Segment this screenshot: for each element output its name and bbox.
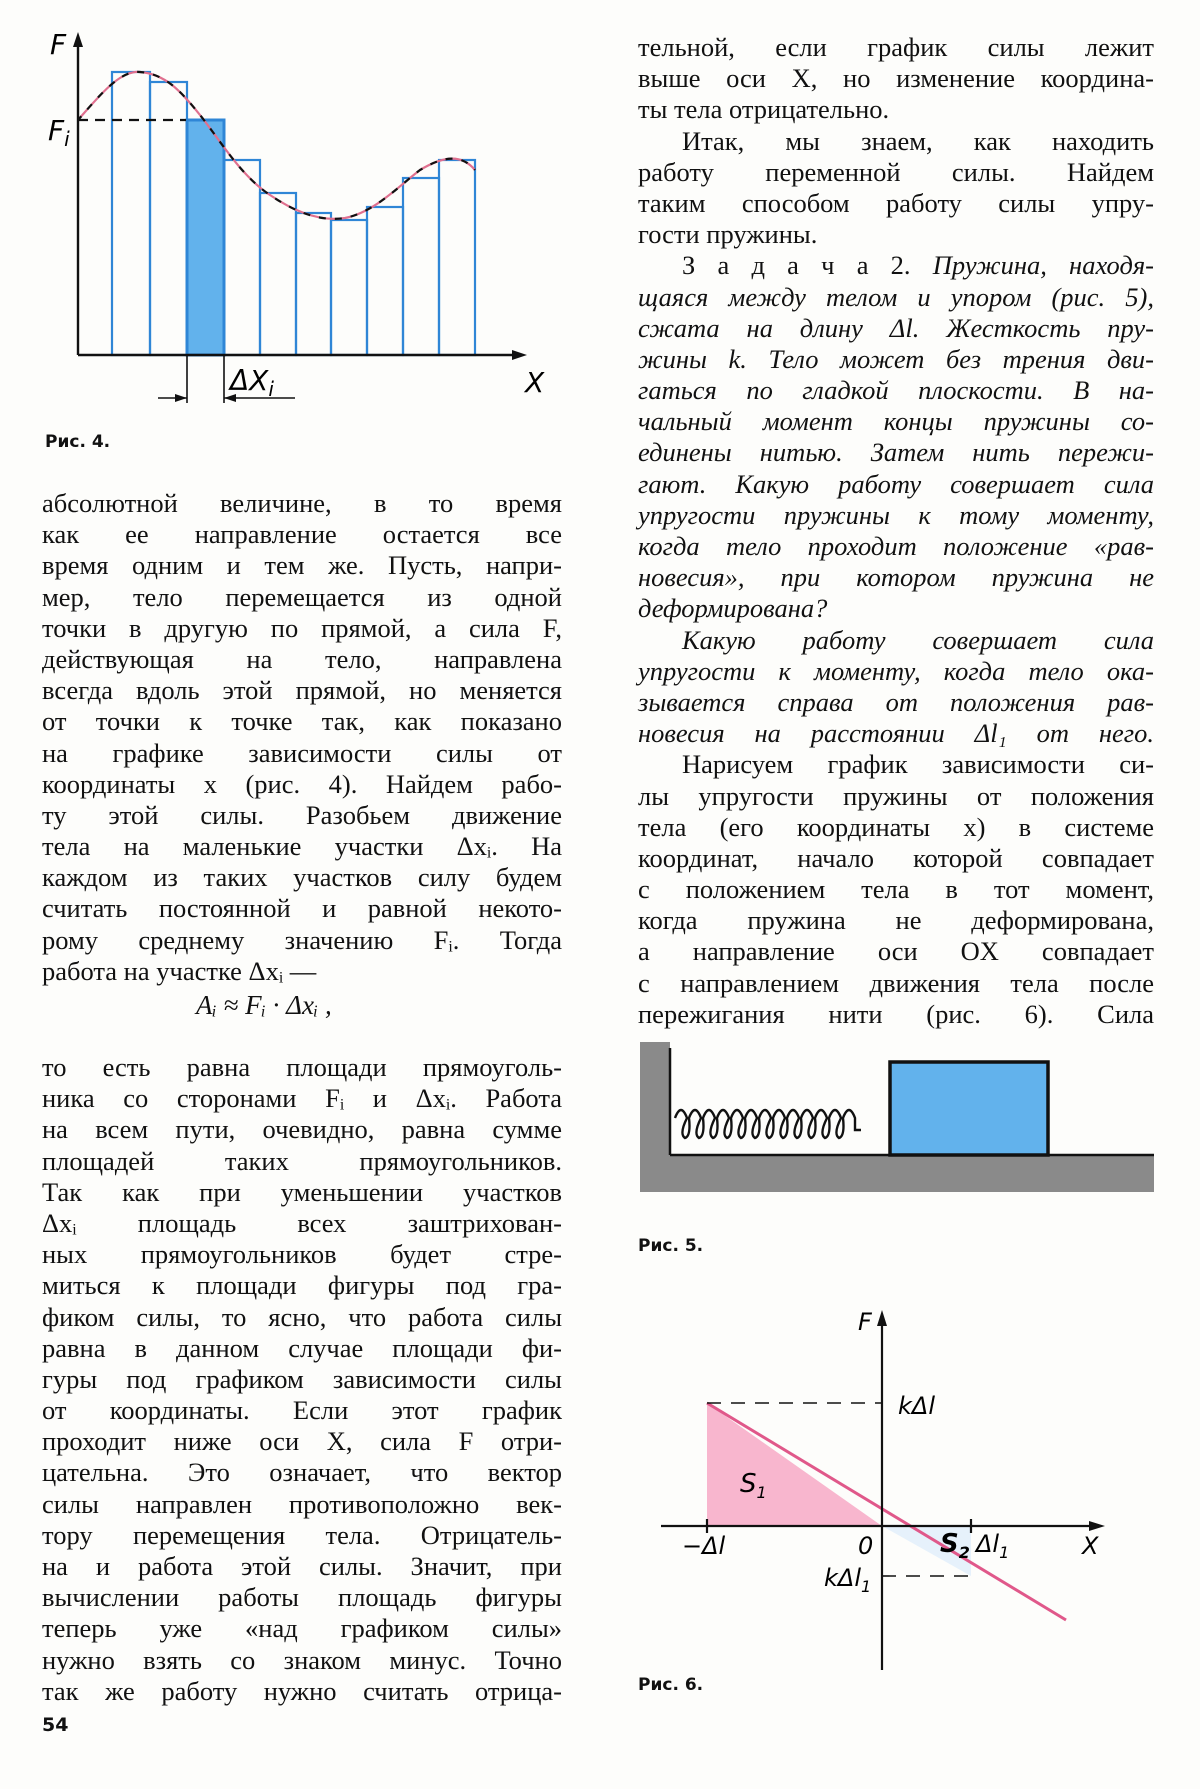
text-line: а направление оси OX совпадает: [638, 936, 1154, 967]
text-line: так же работу нужно считать отрица-: [42, 1675, 562, 1706]
fig4-y-label: F: [50, 28, 67, 61]
page-number: 54: [42, 1714, 69, 1736]
text-line: когда тело проходит положение «рав-: [638, 531, 1154, 561]
text-line: сжата на длину Δl. Жесткость пру-: [638, 312, 1154, 343]
text-line: ных прямоугольников будет стре-: [42, 1239, 562, 1270]
text-line: миться к площади фигуры под гра-: [42, 1270, 562, 1301]
text-line: пережигания нити (рис. 6). Сила: [638, 998, 1154, 1029]
fig4-curve-dashes: [78, 72, 475, 219]
floor: [640, 1155, 1154, 1192]
text-line: ту этой силы. Разобьем движение: [42, 799, 562, 830]
block-body: [890, 1062, 1048, 1155]
figure-5-spring-diagram: [640, 1040, 1200, 1200]
text-line: упругости пружины к тому моменту,: [638, 499, 1154, 530]
fig4-bar: [403, 178, 439, 355]
spring-icon: [675, 1110, 861, 1138]
text-line: гуры под графиком зависимости силы: [42, 1363, 562, 1394]
text-line: площадей таких прямоугольников.: [42, 1145, 562, 1176]
text-line: действующая на тело, направлена: [42, 643, 562, 674]
text-line: гаться по гладкой плоскости. В на-: [638, 375, 1154, 406]
fig4-dx-label: $\Delta X_i$: [230, 364, 274, 401]
fig4-caption: Рис. 4.: [45, 432, 111, 452]
text-line: теперь уже «над графиком силы»: [42, 1613, 562, 1644]
fig4-bars: [112, 72, 475, 355]
text-line: новесия на расстоянии Δl₁ от него.: [638, 718, 1154, 749]
text-line: равна в данном случае площади фи-: [42, 1332, 562, 1363]
text-line: чальный момент концы пружины со-: [638, 406, 1154, 437]
text-line: мер, тело перемещается из одной: [42, 581, 562, 612]
text-line: вычислении работы площадь фигуры: [42, 1582, 562, 1613]
fig4-bar: [296, 213, 331, 355]
text-line: тела (его координаты x) в системе: [638, 811, 1154, 842]
fig6-s1-label: $S_1$: [740, 1469, 767, 1502]
text-line: гают. Какую работу совершает сила: [638, 468, 1154, 499]
text-line: работа на участке Δxᵢ —: [42, 955, 317, 986]
text-line: точки в другую по прямой, а сила F,: [42, 612, 562, 643]
text-line: считать постоянной и равной некото-: [42, 893, 562, 924]
text-line: рому среднему значению Fᵢ. Тогда: [42, 924, 562, 955]
fig6-zero-label: 0: [858, 1532, 874, 1560]
text-line: тору перемещения тела. Отрицатель-: [42, 1519, 562, 1550]
text-line: координат, начало которой совпадает: [638, 842, 1154, 873]
text-line: всегда вдоль этой прямой, но меняется: [42, 675, 562, 706]
text-line: тела на маленькие участки Δxᵢ. На: [42, 831, 562, 862]
text-line: единены нитью. Затем нить пережи-: [638, 437, 1154, 468]
text-line: проходит ниже оси X, сила F отри-: [42, 1426, 562, 1457]
text-line: Так как при уменьшении участков: [42, 1176, 562, 1207]
text-line: цательна. Это означает, что вектор: [42, 1457, 562, 1488]
fig6-dl1-label: $\Delta l_1$: [976, 1530, 1010, 1562]
task-heading-line: [638, 250, 1154, 281]
text-line: как ее направление остается все: [42, 519, 562, 550]
fig6-kdl1-label: kΔl$_1$: [824, 1564, 872, 1596]
text-line: абсолютной величине, в то время: [42, 488, 562, 518]
fig4-bar: [112, 72, 150, 355]
task-heading: З а д а ч а 2.: [682, 250, 911, 281]
text-line: Пружина, находя-: [932, 250, 1155, 281]
fig6-y-label: F: [858, 1308, 872, 1336]
text-line: силы направлен противоположно век-: [42, 1488, 562, 1519]
left-column-text-b: [42, 1052, 562, 1707]
fig4-bar: [150, 82, 187, 355]
text-line: то есть равна площади прямоуголь-: [42, 1052, 562, 1082]
text-line: ника со сторонами Fᵢ и Δxᵢ. Работа: [42, 1083, 562, 1114]
fig4-bar: [331, 220, 367, 355]
text-line: таким способом работу силы упру-: [638, 187, 1154, 218]
text-line: когда пружина не деформирована,: [638, 905, 1154, 936]
text-line: Δxᵢ площадь всех заштрихован-: [42, 1207, 562, 1238]
text-line: на всем пути, очевидно, равна сумме: [42, 1114, 562, 1145]
fig6-kdl-label: kΔl: [898, 1392, 935, 1420]
text-line: от точки к точке так, как показано: [42, 706, 562, 737]
text-line: тельной, если график силы лежит: [638, 32, 1154, 62]
fig4-bar: [439, 160, 475, 355]
text-line: новесия», при котором пружина не: [638, 562, 1154, 593]
text-line: координаты x (рис. 4). Найдем рабо-: [42, 768, 562, 799]
right-column-text-a: [638, 32, 1154, 1030]
fig4-fi-label: $F_i$: [48, 114, 70, 151]
work-formula: Aᵢ ≈ Fᵢ · Δxᵢ ,: [196, 990, 332, 1020]
left-column-text-a: [42, 488, 562, 987]
text-line: Какую работу совершает сила: [682, 624, 1154, 655]
fig4-bar: [260, 193, 296, 355]
fig6-caption: Рис. 6.: [638, 1675, 704, 1695]
fig4-bar-highlighted: [187, 120, 224, 355]
text-line: выше оси X, но изменение координа-: [638, 63, 1154, 94]
figure-4-chart: [0, 0, 560, 420]
text-line: лы упругости пружины от положения: [638, 780, 1154, 811]
figure-6-chart: [620, 1290, 1180, 1690]
text-line: на графике зависимости силы от: [42, 737, 562, 768]
text-line: зывается справа от положения рав-: [638, 686, 1154, 717]
fig5-caption: Рис. 5.: [638, 1236, 704, 1256]
fig6-minus-dl-label: −Δl: [682, 1532, 726, 1560]
text-line: гости пружины.: [638, 219, 818, 250]
area-s1: [707, 1403, 882, 1526]
text-line: с положением тела в тот момент,: [638, 874, 1154, 905]
fig4-bar: [224, 160, 260, 355]
text-line: щаяся между телом и упором (рис. 5),: [638, 281, 1154, 312]
fig6-s2-label: $S_2$: [940, 1529, 970, 1562]
fig6-x-label: X: [1082, 1532, 1099, 1560]
text-line: деформирована?: [638, 593, 828, 624]
fig4-axes: [73, 32, 527, 403]
text-line: от координаты. Если этот график: [42, 1395, 562, 1426]
fig4-bar: [367, 207, 403, 355]
text-line: фиком силы, то ясно, что работа силы: [42, 1301, 562, 1332]
text-line: работу переменной силы. Найдем: [638, 156, 1154, 187]
text-line: каждом из таких участков силу будем: [42, 862, 562, 893]
text-line: на и работа этой силы. Значит, при: [42, 1551, 562, 1581]
text-line: ты тела отрицательно.: [638, 94, 890, 125]
text-line: время одним и тем же. Пусть, напри-: [42, 550, 562, 581]
text-line: нужно взять со знаком минус. Точно: [42, 1644, 562, 1675]
fig4-force-curve: [78, 72, 475, 219]
text-line: с направлением движения тела после: [638, 967, 1154, 998]
text-line: упругости к моменту, когда тело ока-: [638, 655, 1154, 686]
text-line: жины k. Тело может без трения дви-: [638, 343, 1154, 374]
text-line: Нарисуем график зависимости си-: [682, 749, 1154, 780]
fig4-x-label: X: [525, 366, 545, 399]
text-line: Итак, мы знаем, как находить: [682, 125, 1154, 156]
